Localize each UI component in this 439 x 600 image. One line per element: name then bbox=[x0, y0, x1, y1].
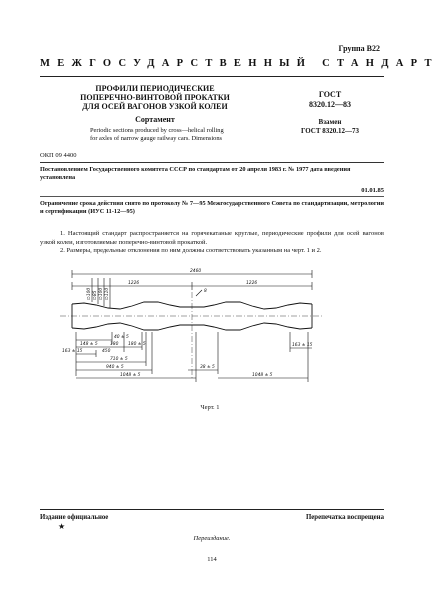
page-number: 114 bbox=[207, 556, 217, 563]
dim-148: 148 ± 5 bbox=[80, 342, 98, 347]
dim-half-right: 1226 bbox=[246, 281, 258, 286]
axle-profile-drawing bbox=[40, 262, 384, 392]
standard-heading: МЕЖГОСУДАРСТВЕННЫЙ СТАНДАРТ bbox=[40, 58, 439, 69]
dia-100: ∅100 bbox=[87, 287, 92, 300]
dim-1048-left: 1048 ± 5 bbox=[120, 373, 141, 378]
dia-110: ∅110 bbox=[105, 287, 110, 300]
reissue-note: Переиздание. bbox=[193, 535, 231, 542]
replaces-label: Взамен bbox=[318, 118, 342, 126]
document-subtitle: Сортамент bbox=[135, 115, 175, 124]
dim-38: 38 ± 5 bbox=[200, 365, 215, 370]
date-divider bbox=[40, 196, 384, 197]
dim-8: 8 bbox=[204, 289, 207, 294]
dia-85: ∅85 bbox=[93, 290, 98, 300]
title-line-3: ДЛЯ ОСЕЙ ВАГОНОВ УЗКОЙ КОЛЕИ bbox=[82, 102, 228, 111]
gost-code: 8320.12—83 bbox=[309, 100, 351, 109]
top-divider bbox=[40, 76, 384, 77]
bottom-divider bbox=[40, 509, 384, 510]
document-title bbox=[70, 84, 240, 111]
mid-divider bbox=[40, 162, 384, 163]
dim-180b: 180 ± 5 bbox=[128, 342, 146, 347]
paragraph-2: 2. Размеры, предельные отклонения по ним должны соответствовать указанным на черт. 1 и 2. bbox=[60, 247, 322, 254]
official-edition: Издание официальное bbox=[40, 514, 109, 521]
group-code: Группа В22 bbox=[338, 44, 380, 53]
replaces-code: ГОСТ 8320.12—73 bbox=[300, 127, 360, 135]
title-line-2: ПОПЕРЕЧНО-ВИНТОВОЙ ПРОКАТКИ bbox=[80, 93, 230, 102]
dim-163-left: 163 ± 15 bbox=[62, 349, 83, 354]
english-title-line-1: Periodic sections produced by cross—helical rolling bbox=[90, 127, 224, 134]
english-title bbox=[90, 127, 270, 143]
okp-code: ОКП 09 4400 bbox=[40, 152, 77, 159]
star-icon: ★ bbox=[58, 522, 66, 531]
title-line-1: ПРОФИЛИ ПЕРИОДИЧЕСКИЕ bbox=[95, 84, 215, 93]
limitation-text: Ограничение срока действия снято по протоколу № 7—95 Межгосударственного Совета по стандартизации, метрологии и сертификации (ИУС 11-12—95) bbox=[40, 200, 385, 215]
dim-940: 940 ± 5 bbox=[106, 365, 124, 370]
dim-710: 710 ± 5 bbox=[110, 357, 128, 362]
dim-40: 40 ± 5 bbox=[114, 335, 129, 340]
english-title-line-2: for axles of narrow gauge railway cars. Dimensions bbox=[90, 135, 223, 142]
replaces-block bbox=[290, 118, 370, 136]
figure-caption: Черт. 1 bbox=[200, 404, 220, 411]
reprint-prohibited: Перепечатка воспрещена bbox=[306, 514, 384, 521]
gost-number bbox=[290, 90, 370, 110]
dia-100b: ∅100 bbox=[99, 287, 104, 300]
dim-180: 180 bbox=[110, 342, 119, 347]
decree-date: 01.01.85 bbox=[361, 187, 384, 194]
dim-overall: 2460 bbox=[190, 269, 202, 274]
paragraph-1: 1. Настоящий стандарт распространяется на горячекатаные круглые, периодические профили для осей вагонов узкой колеи, изготовляемые поперечно-винтовой прокаткой. bbox=[40, 230, 384, 246]
dim-half-left: 1226 bbox=[128, 281, 140, 286]
dim-163-right: 163 ± 15 bbox=[292, 343, 313, 348]
dim-450: 450 bbox=[102, 349, 111, 354]
gost-label: ГОСТ bbox=[318, 90, 342, 99]
dim-1048-right: 1048 ± 5 bbox=[252, 373, 273, 378]
decree-text: Постановлением Государственного комитета СССР по стандартам от 20 апреля 1983 г. № 1977 дата введения установлена bbox=[40, 166, 351, 181]
